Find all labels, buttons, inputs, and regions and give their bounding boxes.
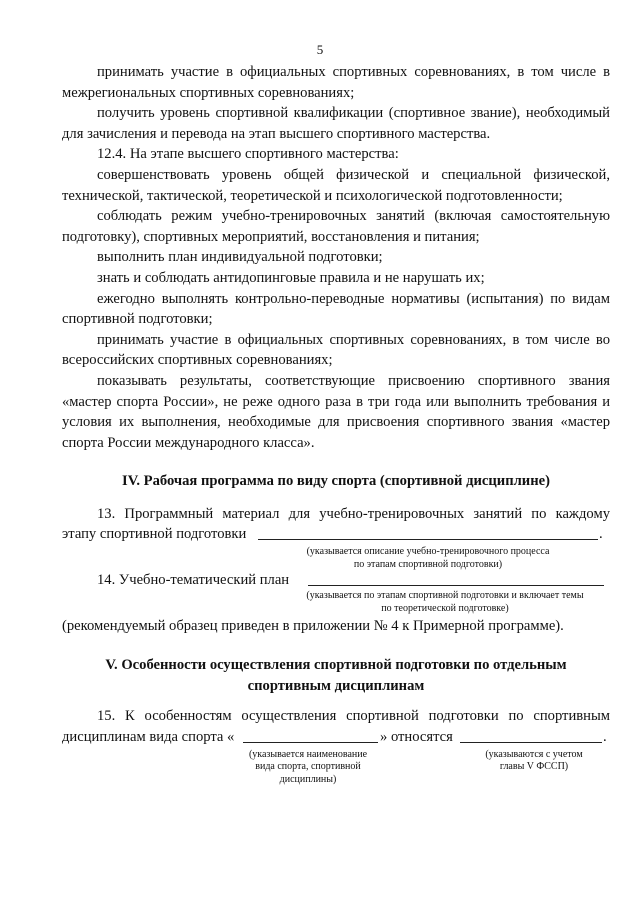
paragraph-15-part-2: » относятся [380, 728, 453, 745]
paragraph-13-line-2: этапу спортивной подготовки [62, 526, 247, 543]
paragraph-qualification-level: получить уровень спортивной квалификации (спортивное звание), необходимый для зачисления и перевода на этап высшего спортивного мастерства. [62, 105, 610, 142]
caption-14-line-1: (указывается по этапам спортивной подготовки и включает темы [306, 590, 584, 602]
section-5-heading: V. Особенности осуществления спортивной подготовки по отдельным спортивным дисциплинам [105, 657, 567, 694]
section-4-heading: IV. Рабочая программа по виду спорта (спортивной дисциплине) [122, 473, 550, 490]
paragraph-improve-preparedness: совершенствовать уровень общей физической и специальной физической, технической, тактической, теоретической и психологической подготовленности; [62, 166, 610, 204]
paragraph-15-end: . [603, 728, 607, 745]
caption-15-left-line-3: дисциплины) [279, 773, 337, 785]
paragraph-15-fill-block [62, 727, 610, 801]
paragraph-14-tail: (рекомендуемый образец приведен в приложении № 4 к Примерной программе). [62, 618, 564, 635]
paragraph-training-regime: соблюдать режим учебно-тренировочных занятий (включая самостоятельную подготовку), спортивных мероприятий, восстановления и питания; [62, 208, 610, 245]
paragraph-15-part-1: дисциплинам вида спорта « [62, 728, 235, 745]
caption-15-right-line-2: главы V ФССП) [499, 761, 569, 773]
paragraph-antidoping: знать и соблюдать антидопинговые правила и не нарушать их; [97, 269, 485, 286]
blank-line-13 [258, 539, 598, 540]
caption-15-right [464, 749, 604, 774]
paragraph-14-text: 14. Учебно-тематический план [97, 572, 290, 589]
paragraph-13-end: . [599, 526, 603, 543]
blank-line-15-sport [243, 742, 378, 743]
caption-13-line-1: (указывается описание учебно-тренировочного процесса [306, 546, 550, 558]
blank-line-14 [308, 585, 604, 586]
caption-13-line-2: по этапам спортивной подготовки) [353, 558, 503, 570]
paragraph-annual-standards: ежегодно выполнять контрольно-переводные нормативы (испытания) по видам спортивной подготовки; [62, 290, 610, 328]
paragraph-12-4-heading: 12.4. На этапе высшего спортивного мастерства: [97, 146, 399, 163]
blank-line-15-features [460, 742, 602, 743]
paragraph-15-line-1: 15. К особенностям осуществления спортивной подготовки по спортивным [97, 708, 610, 725]
page-number: 5 [316, 42, 324, 57]
paragraph-14-fill-block [62, 570, 610, 616]
caption-15-right-line-1: (указываются с учетом [485, 748, 583, 760]
document-body [62, 62, 610, 801]
paragraph-13-line-1: 13. Программный материал для учебно-тренировочных занятий по каждому [97, 505, 610, 522]
paragraph-individual-plan: выполнить план индивидуальной подготовки; [97, 249, 383, 266]
caption-15-left [228, 749, 388, 786]
caption-15-left-line-2: вида спорта, спортивной [255, 761, 361, 773]
caption-13 [258, 546, 598, 571]
paragraph-show-results: показывать результаты, соответствующие присвоению спортивного звания «мастер спорта России», не реже одного раза в три года или выполнить требования и условия их выполнения, необходимые для присвоения спортивного звания «мастер спорта России международного класса». [62, 372, 610, 451]
paragraph-participate-interregional: принимать участие в официальных спортивных соревнованиях, в том числе в межрегиональных спортивных соревнованиях; [62, 64, 610, 101]
paragraph-13-fill-block [62, 524, 610, 570]
caption-15-left-line-1: (указывается наименование [248, 748, 368, 760]
caption-14-line-2: по теоретической подготовке) [381, 602, 509, 614]
caption-14 [282, 590, 608, 615]
paragraph-participate-allrussian: принимать участие в официальных спортивных соревнованиях, в том числе во всероссийских спортивных соревнованиях; [62, 331, 610, 369]
